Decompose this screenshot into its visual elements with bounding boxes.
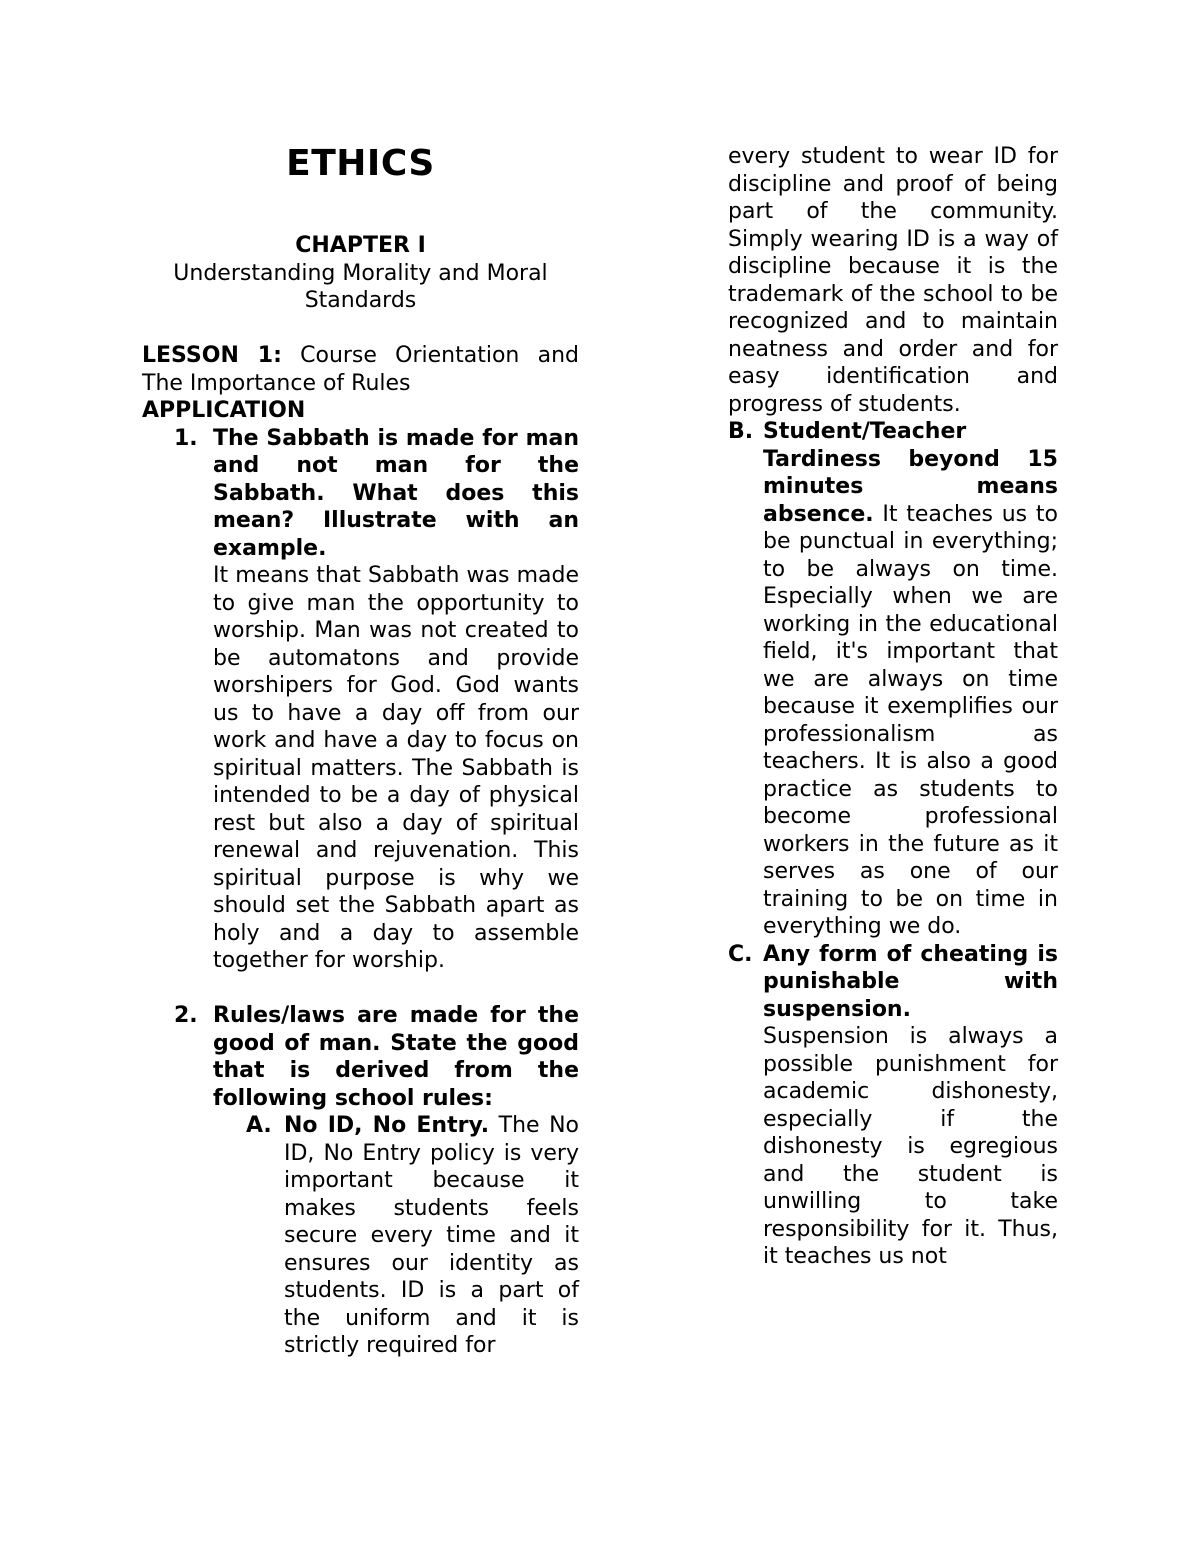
rule-item-a — [142, 1112, 579, 1360]
rule-a-continued: every student to wear ID for discipline and proof of being part of the community. Simply wearing ID is a way of discipline because it is the trademark of the school to be recognized and to maintain neatness and order and for easy identification and progress of students. — [728, 144, 1058, 417]
rule-letter: B. — [728, 419, 754, 444]
lesson-text: Course Orientation and The Importance of Rules — [142, 343, 579, 396]
question-number: 2. — [174, 1003, 198, 1028]
chapter-subtitle: Understanding Morality and Moral Standards — [173, 260, 548, 313]
rule-title: No ID, No Entry. — [284, 1113, 490, 1138]
question-text: The Sabbath is made for man and not man for the Sabbath. What does this mean? Illustrate with an example. — [213, 425, 579, 561]
lesson-label: LESSON 1: — [142, 343, 282, 368]
rule-explanation: Suspension is always a possible punishment for academic dishonesty, especially if the dishonesty is egregious and the student is unwilling to take responsibility for it. Thus, it teaches us not — [763, 1024, 1058, 1269]
rule-letter: A. — [246, 1113, 272, 1138]
question-item-1 — [142, 425, 579, 975]
rule-item-c — [728, 941, 1058, 1271]
lesson-line — [142, 342, 579, 397]
rule-a-text — [284, 1112, 579, 1360]
left-column — [142, 143, 579, 1360]
rule-item-b — [728, 418, 1058, 941]
right-column — [728, 143, 1058, 1271]
document-title: ETHICS — [286, 143, 435, 184]
question-text: Rules/laws are made for the good of man. State the good that is derived from the following school rules: — [213, 1003, 579, 1111]
answer-text: It means that Sabbath was made to give man the opportunity to worship. Man was not created to be automatons and provide worshipers for God. God wants us to have a day off from our work and have a day to focus on spiritual matters. The Sabbath is intended to be a day of physical rest but also a day of spiritual renewal and rejuvenation. This spiritual purpose is why we should set the Sabbath apart as holy and a day to assemble together for worship. — [213, 563, 579, 973]
rule-title: Student/Teacher Tardiness beyond 15 minutes means absence. — [763, 419, 1058, 527]
rule-title: Any form of cheating is punishable with suspension. — [763, 941, 1058, 1022]
rule-b-text — [763, 418, 1058, 941]
rule-explanation: It teaches us to be punctual in everything; to be always on time. Especially when we are working in the educational field, it's important that we are always on time because it exemplifies our professionalism as teachers. It is also a good practice as students to become professional workers in the future as it serves as one of our training to be on time in everything we do. — [763, 501, 1058, 939]
rule-letter: C. — [728, 941, 753, 967]
question-number: 1. — [174, 425, 198, 451]
rule-explanation: The No ID, No Entry policy is very important because it makes students feels secure every time and it ensures our identity as students. ID is a part of the uniform and it is strictly required for — [284, 1113, 580, 1358]
application-heading: APPLICATION — [142, 398, 306, 423]
question-item-2 — [142, 1002, 579, 1112]
chapter-label: CHAPTER I — [295, 233, 426, 258]
